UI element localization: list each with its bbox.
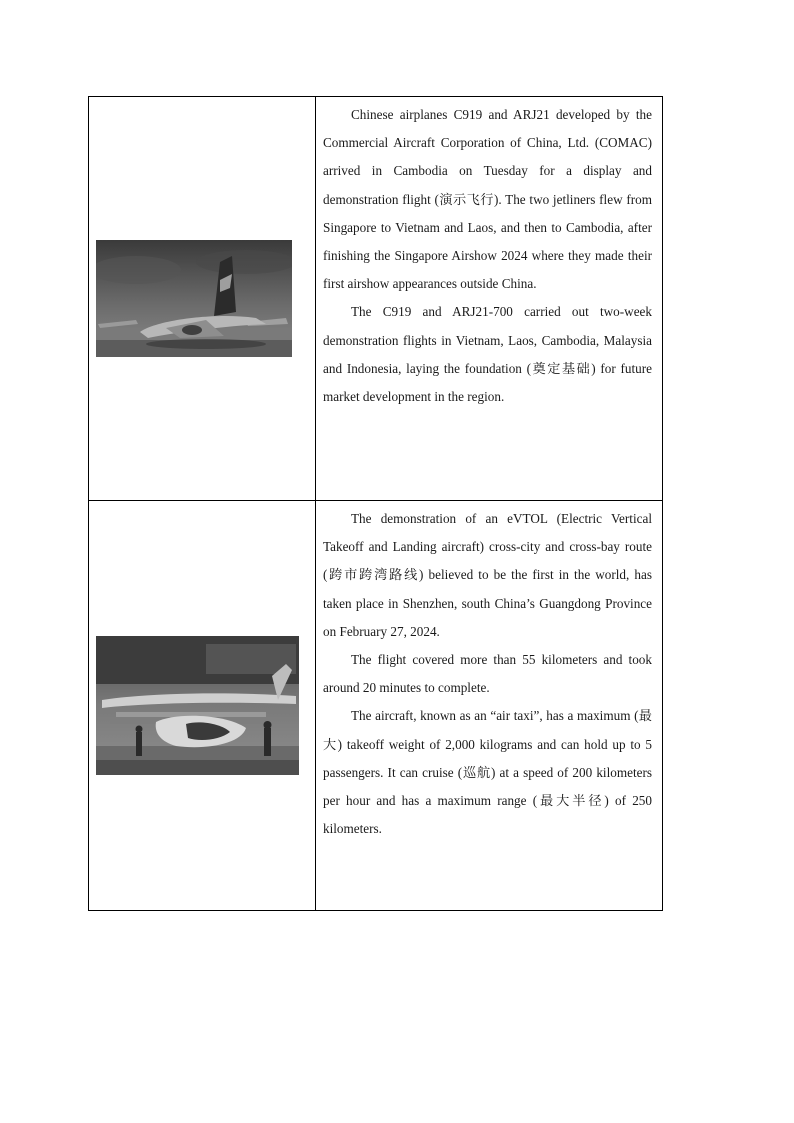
paragraph: The demonstration of an eVTOL (Electric Vertical Takeoff and Landing aircraft) cross-city and cross-bay route (跨市跨湾路线) believed to be the first in the world, has taken place in Shenzhen, south China’s Guangdong Province on February 27, 2024.	[323, 511, 652, 639]
airplane-photo	[96, 240, 315, 357]
table-row	[89, 501, 663, 911]
evtol-photo-icon	[96, 636, 299, 775]
image-cell	[89, 501, 316, 911]
image-cell	[89, 97, 316, 501]
text-cell	[316, 97, 663, 501]
text-cell	[316, 501, 663, 911]
airplane-photo-icon	[96, 240, 292, 357]
paragraph: The C919 and ARJ21-700 carried out two-week demonstration flights in Vietnam, Laos, Cambodia, Malaysia and Indonesia, laying the foundation (奠定基础) for future market development in the region.	[323, 304, 652, 405]
content-table	[88, 96, 663, 911]
paragraph: Chinese airplanes C919 and ARJ21 developed by the Commercial Aircraft Corporation of China, Ltd. (COMAC) arrived in Cambodia on Tuesday for a display and demonstration flight (演示飞行). The two jetliners flew from Singapore to Vietnam and Laos, and then to Cambodia, after finishing the Singapore Airshow 2024 where they made their first airshow appearances outside China.	[323, 107, 652, 292]
table-row	[89, 97, 663, 501]
paragraph: The aircraft, known as an “air taxi”, has a maximum (最大) takeoff weight of 2,000 kilograms and can hold up to 5 passengers. It can cruise (巡航) at a speed of 200 kilometers per hour and has a maximum range (最大半径) of 250 kilometers.	[323, 708, 652, 837]
evtol-photo	[96, 636, 315, 775]
paragraph: The flight covered more than 55 kilometers and took around 20 minutes to complete.	[323, 652, 652, 696]
